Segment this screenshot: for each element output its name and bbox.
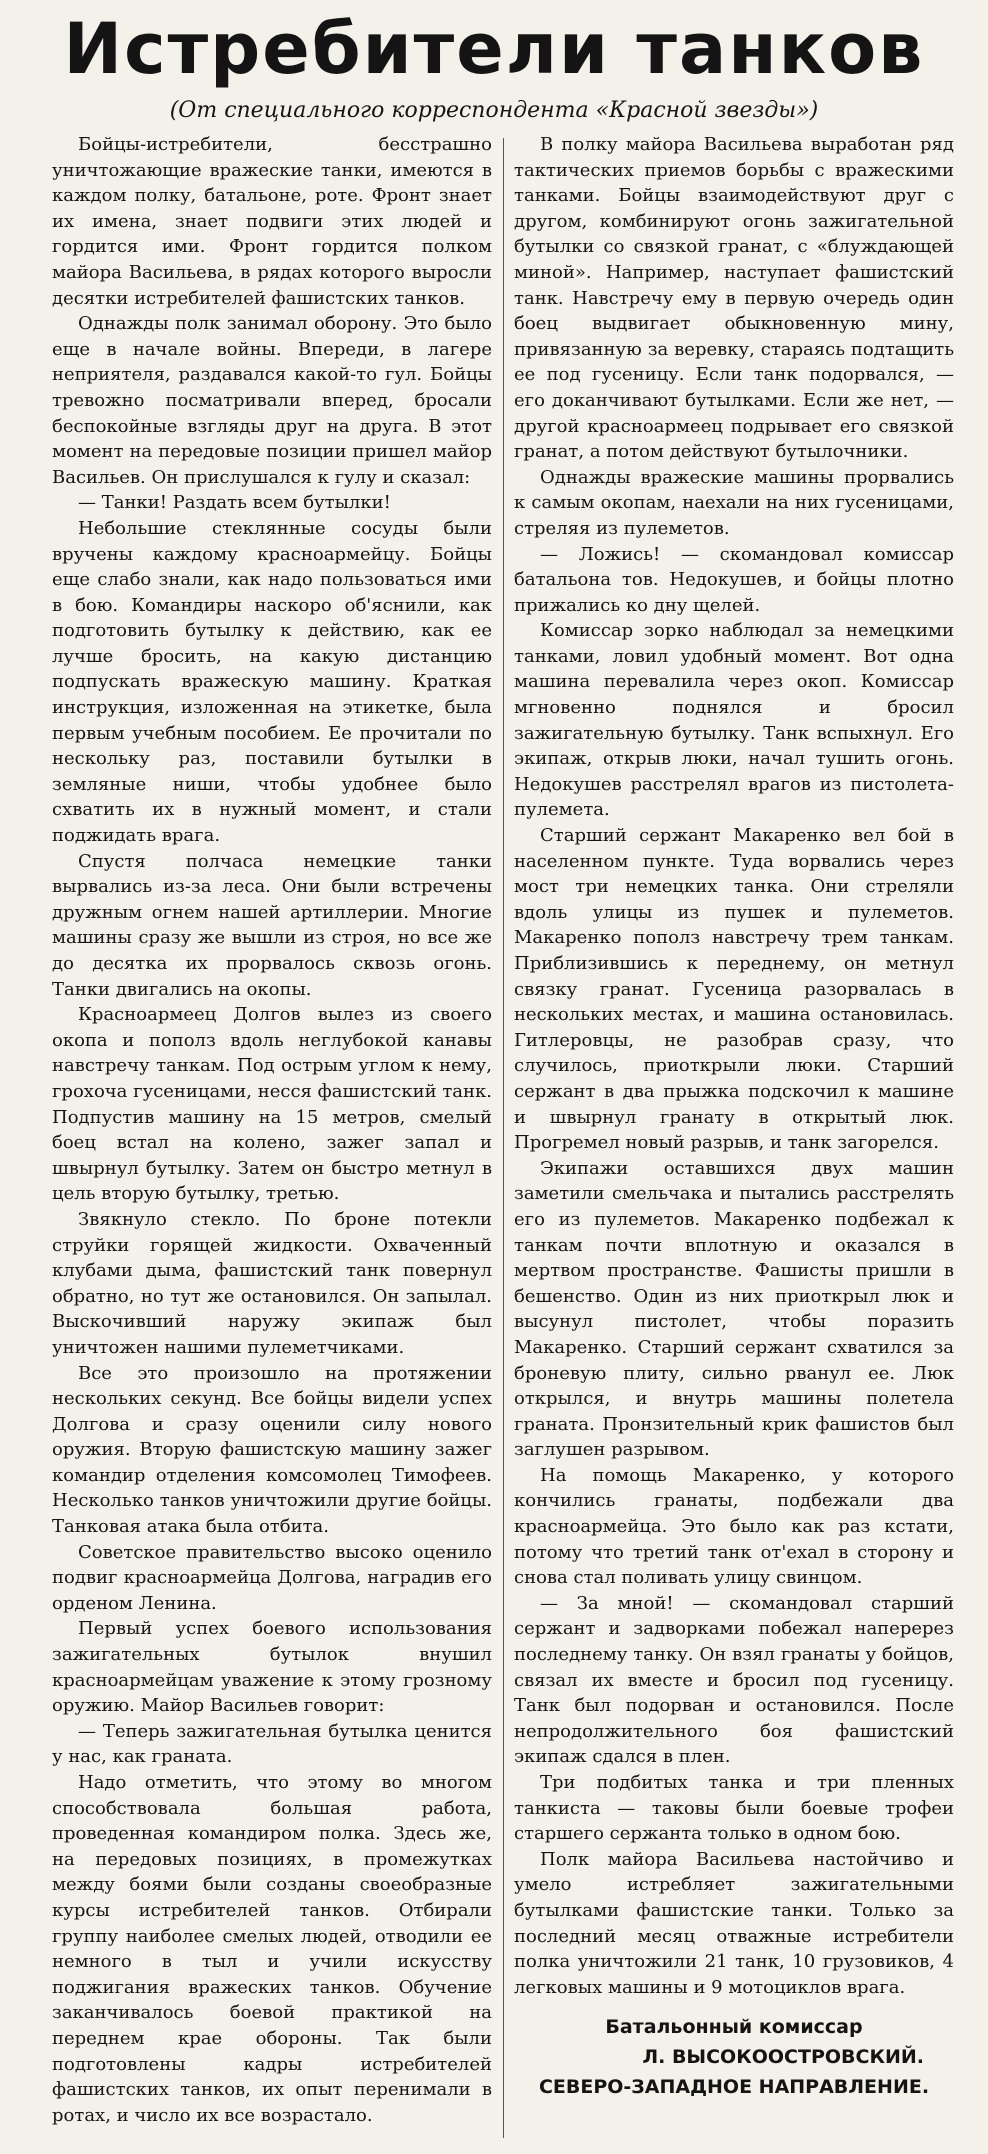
paragraph: — За мной! — скомандовал старший сержант и задворками побежал наперерез последнему танку. Он взял гранаты у бойцов, связал их вместе и бросил под гусеницу. Танк был подорван и остановился. После непродолжительного боя фашистский экипаж сдался в плен. [514,1592,954,1768]
paragraph: — Ложись! — скомандовал комиссар батальона тов. Недокушев, и бойцы плотно прижались ко дну щелей. [514,543,954,616]
signature-block [514,2012,954,2102]
paragraph: Надо отметить, что этому во многом способствовала большая работа, проведенная командиром полка. Здесь же, на передовых позициях, в промежутках между боями были созданы своеобразные курсы истребителей танков. Отбирали группу наиболее смелых людей, отводили ее немного в тыл и учили искусству поджигания вражеских танков. Обучение заканчивалось боевой практикой на переднем крае обороны. Так были подготовлены кадры истребителей фашистских танков, их опыт перенимали в ротах, и число их все возрастало. [52,1772,492,2126]
article-column-1 [52,132,492,2128]
paragraph: Звякнуло стекло. По броне потекли струйки горящей жидкости. Охваченный клубами дыма, фашистский танк повернул обратно, но тут же остановился. Он запылал. Выскочивший наружу экипаж был уничтожен нашими пулеметчиками. [52,1208,492,1358]
paragraph: В полку майора Васильева выработан ряд тактических приемов борьбы с вражескими танками. Бойцы взаимодействуют друг с другом, комбинируют огонь зажигательной бутылки со связкой гранат, с «блуждающей миной». Например, наступает фашистский танк. Навстречу ему в первую очередь один боец выдвигает обыкновенную мину, привязанную за веревку, стараясь подтащить ее под гусеницу. Если танк подорвался, — его доканчивают бутылками. Если же нет, — другой красноармеец подрывает его связкой гранат, а потом действуют бутылочники. [514,134,954,463]
paragraph: — Танки! Раздать всем бутылки! [78,492,391,514]
paragraph: На помощь Макаренко, у которого кончились гранаты, подбежали два красноармейца. Это было как раз кстати, потому что третий танк от'ехал в сторону и снова стал поливать улицу свинцом. [514,1464,954,1589]
article-column-2 [514,132,954,2102]
paragraph: Все это произошло на протяжении нескольких секунд. Все бойцы видели успех Долгова и сразу оценили силу нового оружия. Вторую фашистскую машину зажег командир отделения комсомолец Тимофеев. Несколько танков уничтожили другие бойцы. Танковая атака была отбита. [52,1362,492,1538]
paragraph: Бойцы-истребители, бесстрашно уничтожающие вражеские танки, имеются в каждом полку, батальоне, роте. Фронт знает их имена, знает подвиги этих людей и гордится ими. Фронт гордится полком майора Васильева, в рядах которого выросли десятки истребителей фашистских танков. [52,134,492,309]
paragraph: Однажды вражеские машины прорвались к самым окопам, наехали на них гусеницами, стреляя из пулеметов. [514,466,954,539]
paragraph: Полк майора Васильева настойчиво и умело истребляет зажигательными бутылками фашистские танки. Только за последний месяц отважные истребители полка уничтожили 21 танк, 10 грузовиков, 4 легковых машины и 9 мотоциклов врага. [514,1848,954,1998]
adjacent-column-fragment [968,0,988,2154]
signature-place: СЕВЕРО-ЗАПАДНОЕ НАПРАВЛЕНИЕ. [538,2076,930,2099]
paragraph: Советское правительство высоко оценило подвиг красноармейца Долгова, наградив его орденом Ленина. [52,1541,492,1614]
paragraph: Три подбитых танка и три пленных танкиста — таковы были боевые трофеи старшего сержанта только в одном бою. [514,1772,954,1845]
article-headline: Истребители танков [63,8,925,90]
paragraph: Небольшие стеклянные сосуды были вручены каждому красноармейцу. Бойцы еще слабо знали, как надо пользоваться ими в бою. Командиры наскоро об'яснили, как подготовить бутылку к действию, как ее лучше бросить, на какую дистанцию подпускать вражескую машину. Краткая инструкция, изложенная на этикетке, была первым учебным пособием. Ее прочитали по нескольку раз, поставили бутылки в земляные ниши, чтобы удобнее было схватить их в нужный момент, и стали поджидать врага. [52,517,492,847]
paragraph: — Теперь зажигательная бутылка ценится у нас, как граната. [52,1720,492,1768]
signature-title: Батальонный комиссар [605,2016,863,2039]
paragraph: Комиссар зорко наблюдал за немецкими танками, ловил удобный момент. Вот одна машина перевалила через окоп. Комиссар мгновенно поднялся и бросил зажигательную бутылку. Танк вспыхнул. Его экипаж, открыв люки, начал тушить огонь. Недокушев расстрелял врагов из пистолета-пулемета. [514,620,954,821]
paragraph: Спустя полчаса немецкие танки вырвались из-за леса. Они были встречены дружным огнем нашей артиллерии. Многие машины сразу же вышли из строя, но все же до десятка их прорвалось сквозь огонь. Танки двигались на окопы. [52,850,492,1000]
paragraph: Красноармеец Долгов вылез из своего окопа и пополз вдоль неглубокой канавы навстречу танкам. Под острым углом к нему, грохоча гусеницами, несся фашистский танк. Подпустив машину на 15 метров, смелый боец встал на колено, зажег запал и швырнул бутылку. Затем он быстро метнул в цель вторую бутылку, третью. [52,1004,492,1205]
paragraph: Старший сержант Макаренко вел бой в населенном пункте. Туда ворвались через мост три немецких танка. Они стреляли вдоль улицы из пушек и пулеметов. Макаренко пополз навстречу трем танкам. Приблизившись к переднему, он метнул связку гранат. Гусеница разорвалась в нескольких местах, и машина остановилась. Гитлеровцы, не разобрав сразу, что случилось, приоткрыли люки. Старший сержант в два прыжка подскочил к машине и швырнул гранату в открытый люк. Прогремел новый разрыв, и танк загорелся. [514,825,954,1154]
paragraph: Экипажи оставшихся двух машин заметили смельчака и пытались расстрелять его из пулеметов. Макаренко подбежал к танкам почти вплотную и оказался в мертвом пространстве. Фашисты пришли в бешенство. Один из них приоткрыл люк и высунул пистолет, чтобы поразить Макаренко. Старший сержант схватился за броневую плиту, сильно рванул ее. Люк открылся, и внутрь машины полетела граната. Пронзительный крик фашистов был заглушен разрывом. [514,1157,954,1461]
article-byline: (От специального корреспондента «Красной звезды») [169,98,819,123]
column-divider [503,138,504,2138]
paragraph: Первый успех боевого использования зажигательных бутылок внушил красноармейцам уважение к этому грозному оружию. Майор Васильев говорит: [52,1618,492,1717]
signature-name: Л. ВЫСОКООСТРОВСКИЙ. [642,2046,924,2069]
paragraph: Однажды полк занимал оборону. Это было еще в начале войны. Впереди, в лагере неприятеля, раздавался какой-то гул. Бойцы тревожно посматривали вперед, бросали беспокойные взгляды друг на друга. В этот момент на передовые позиции пришел майор Васильев. Он прислушался к гулу и сказал: [52,313,492,488]
